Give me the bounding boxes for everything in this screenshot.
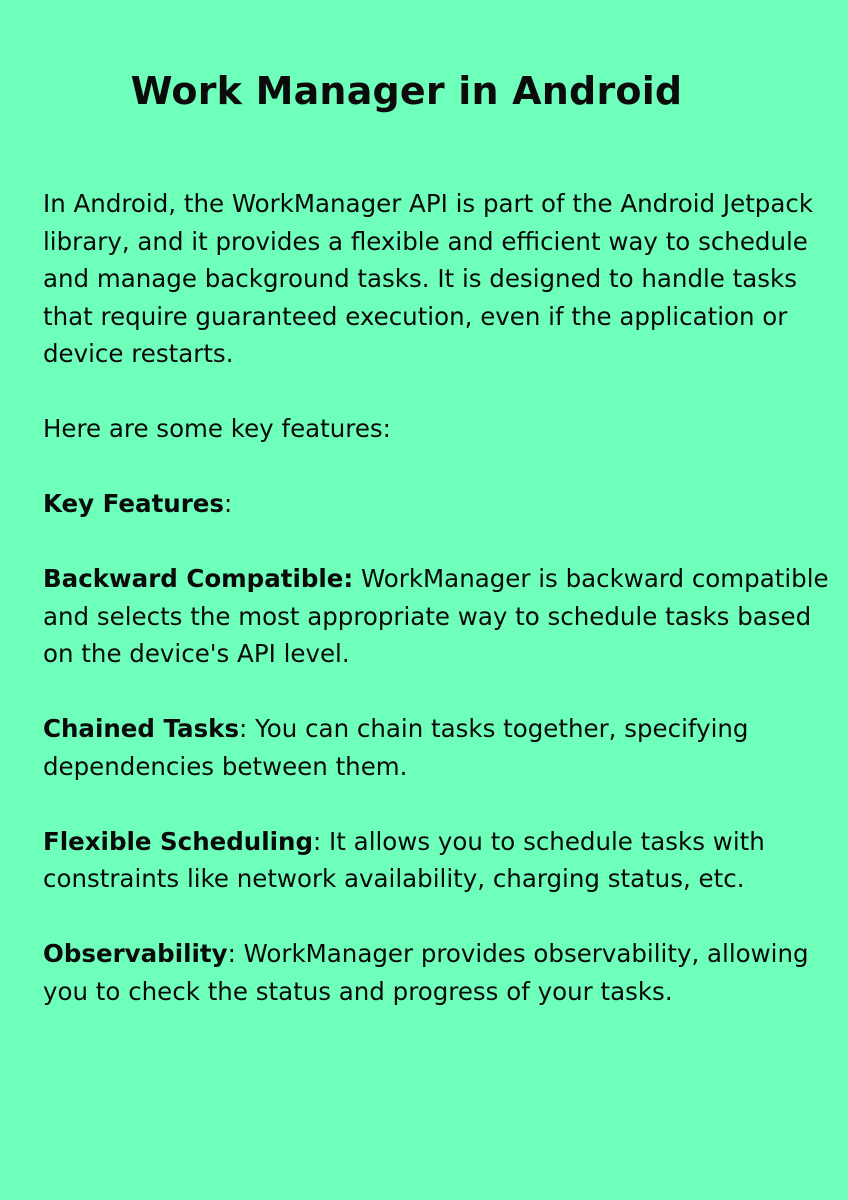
lead-in-paragraph: Here are some key features:	[43, 414, 391, 443]
features-heading-label: Key Features	[43, 489, 224, 518]
feature-name: Flexible Scheduling	[43, 826, 314, 856]
feature-description: : WorkManager provides observability, allowing you to check the status and progress of your tasks.	[43, 939, 809, 1006]
feature-name: Backward Compatible:	[43, 564, 354, 593]
feature-flexible-scheduling	[43, 823, 833, 898]
feature-description: : You can chain tasks together, specifying dependencies between them.	[43, 714, 749, 781]
feature-observability	[43, 935, 833, 1010]
features-heading-suffix: :	[224, 489, 233, 518]
features-heading	[43, 485, 833, 523]
feature-backward-compatible	[43, 560, 833, 673]
feature-name: Observability	[43, 939, 228, 968]
feature-name: Chained Tasks	[43, 714, 240, 743]
feature-description: WorkManager is backward compatible and selects the most appropriate way to schedule tasks based on the device's API level.	[43, 564, 829, 668]
page-title: Work Manager in Android	[130, 69, 683, 113]
intro-paragraph: In Android, the WorkManager API is part of the Android Jetpack library, and it provides a flexible and efficient way to schedule and manage background tasks. It is designed to handle tasks that require guaranteed execution, even if the application or device restarts.	[43, 189, 814, 368]
feature-description: : It allows you to schedule tasks with constraints like network availability, charging status, etc.	[43, 826, 765, 893]
document-body	[43, 185, 833, 1048]
feature-chained-tasks	[43, 710, 833, 785]
